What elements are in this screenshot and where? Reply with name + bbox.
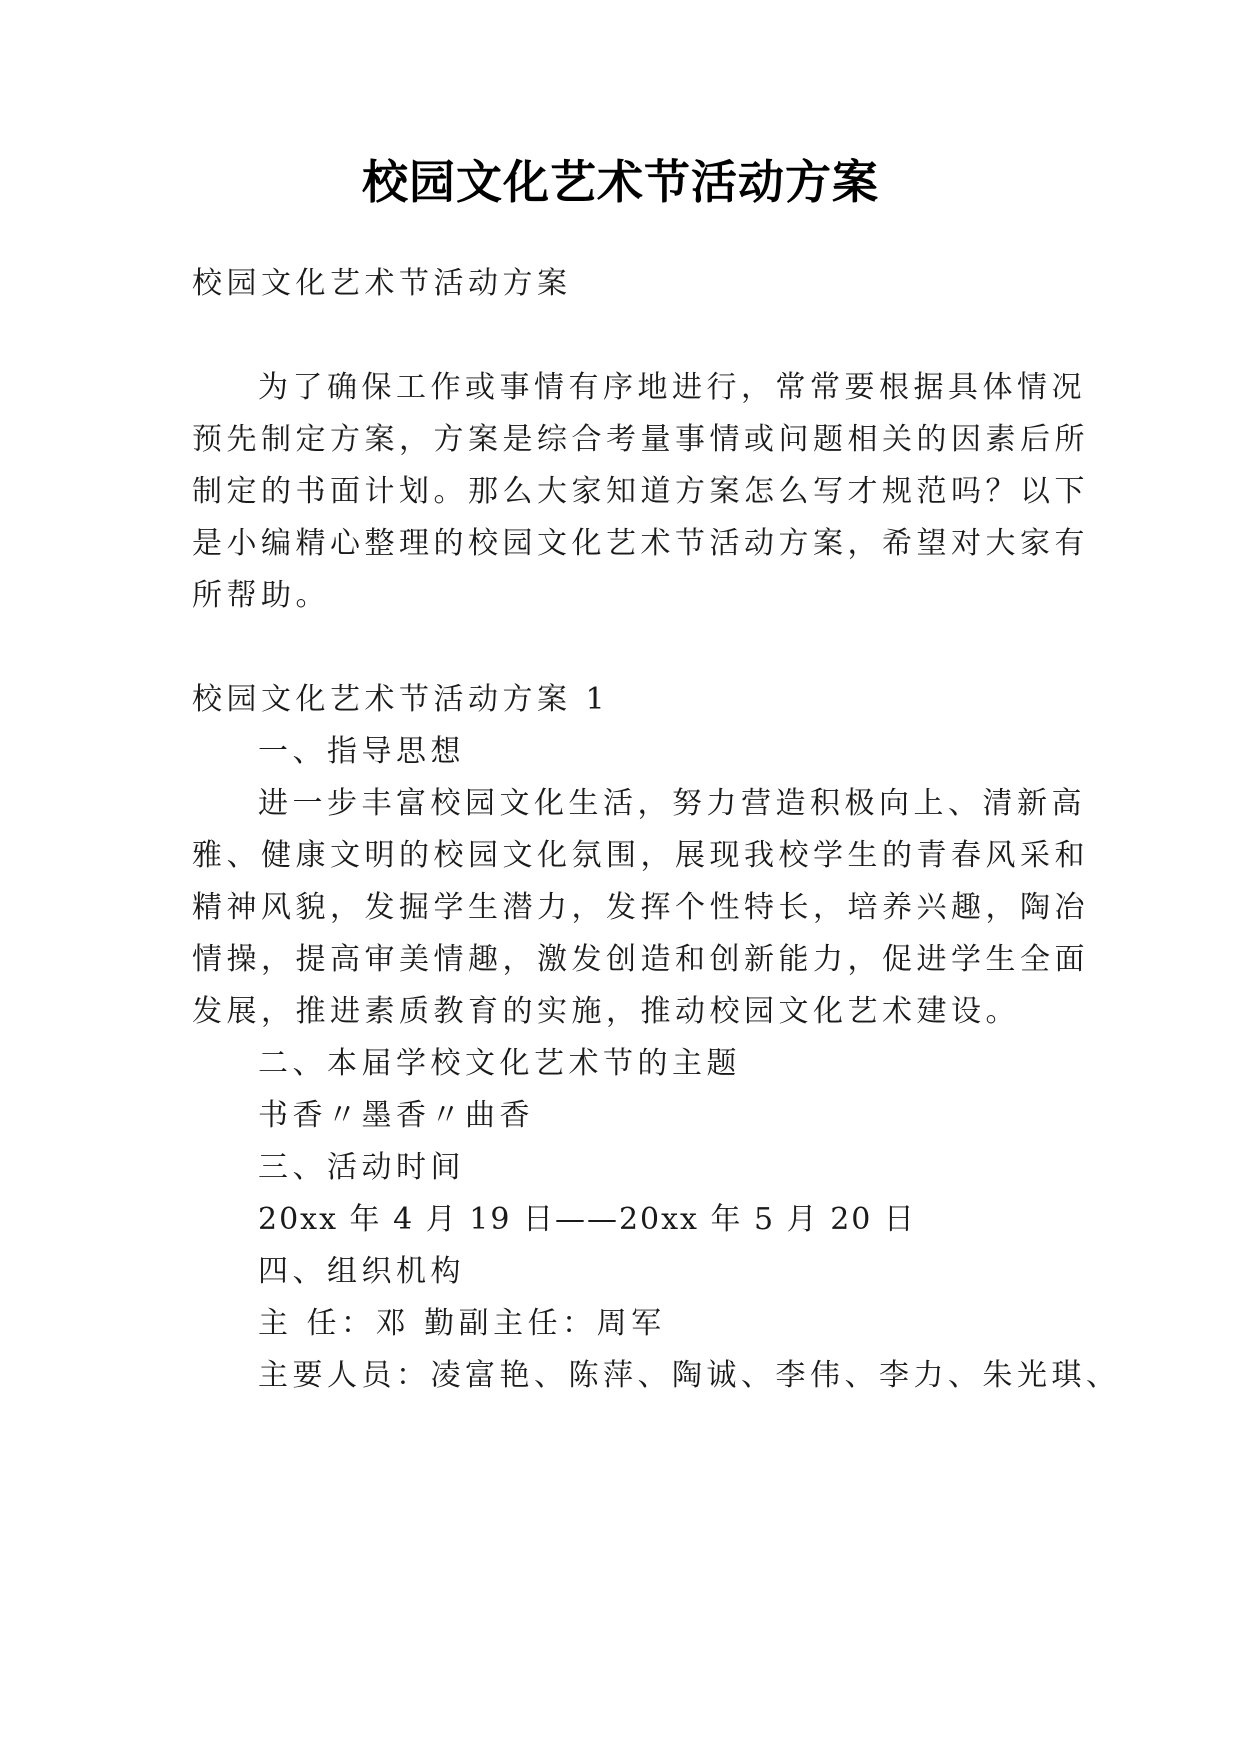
- guiding-line: 发展，推进素质教育的实施，推动校园文化艺术建设。: [192, 994, 1020, 1029]
- section-heading: 校园文化艺术节活动方案 1: [192, 682, 610, 717]
- director-line: 主 任：邓 勤副主任：周军: [258, 1306, 666, 1341]
- guiding-line: 进一步丰富校园文化生活，努力营造积极向上、清新高: [258, 786, 1086, 821]
- intro-line: 是小编精心整理的校园文化艺术节活动方案，希望对大家有: [192, 526, 1089, 561]
- org-heading: 四、组织机构: [258, 1254, 465, 1289]
- members-line: 主要人员：凌富艳、陈萍、陶诚、李伟、李力、朱光琪、: [258, 1358, 1121, 1393]
- time-heading: 三、活动时间: [258, 1150, 465, 1185]
- guiding-line: 精神风貌，发掘学生潜力，发挥个性特长，培养兴趣，陶冶: [192, 890, 1089, 925]
- theme-heading: 二、本届学校文化艺术节的主题: [258, 1046, 741, 1081]
- guiding-heading: 一、指导思想: [258, 734, 465, 769]
- guiding-line: 雅、健康文明的校园文化氛围，展现我校学生的青春风采和: [192, 838, 1089, 873]
- guiding-line: 情操，提高审美情趣，激发创造和创新能力，促进学生全面: [192, 942, 1089, 977]
- theme-text: 书香〃墨香〃曲香: [258, 1098, 534, 1133]
- document-subtitle: 校园文化艺术节活动方案: [192, 266, 572, 301]
- intro-line: 预先制定方案，方案是综合考量事情或问题相关的因素后所: [192, 422, 1089, 457]
- intro-line: 为了确保工作或事情有序地进行，常常要根据具体情况: [258, 370, 1086, 405]
- intro-line: 所帮助。: [192, 578, 330, 613]
- time-text: 20xx 年 4 月 19 日——20xx 年 5 月 20 日: [258, 1202, 916, 1237]
- document-title: 校园文化艺术节活动方案: [362, 155, 879, 209]
- intro-line: 制定的书面计划。那么大家知道方案怎么写才规范吗？以下: [192, 474, 1089, 509]
